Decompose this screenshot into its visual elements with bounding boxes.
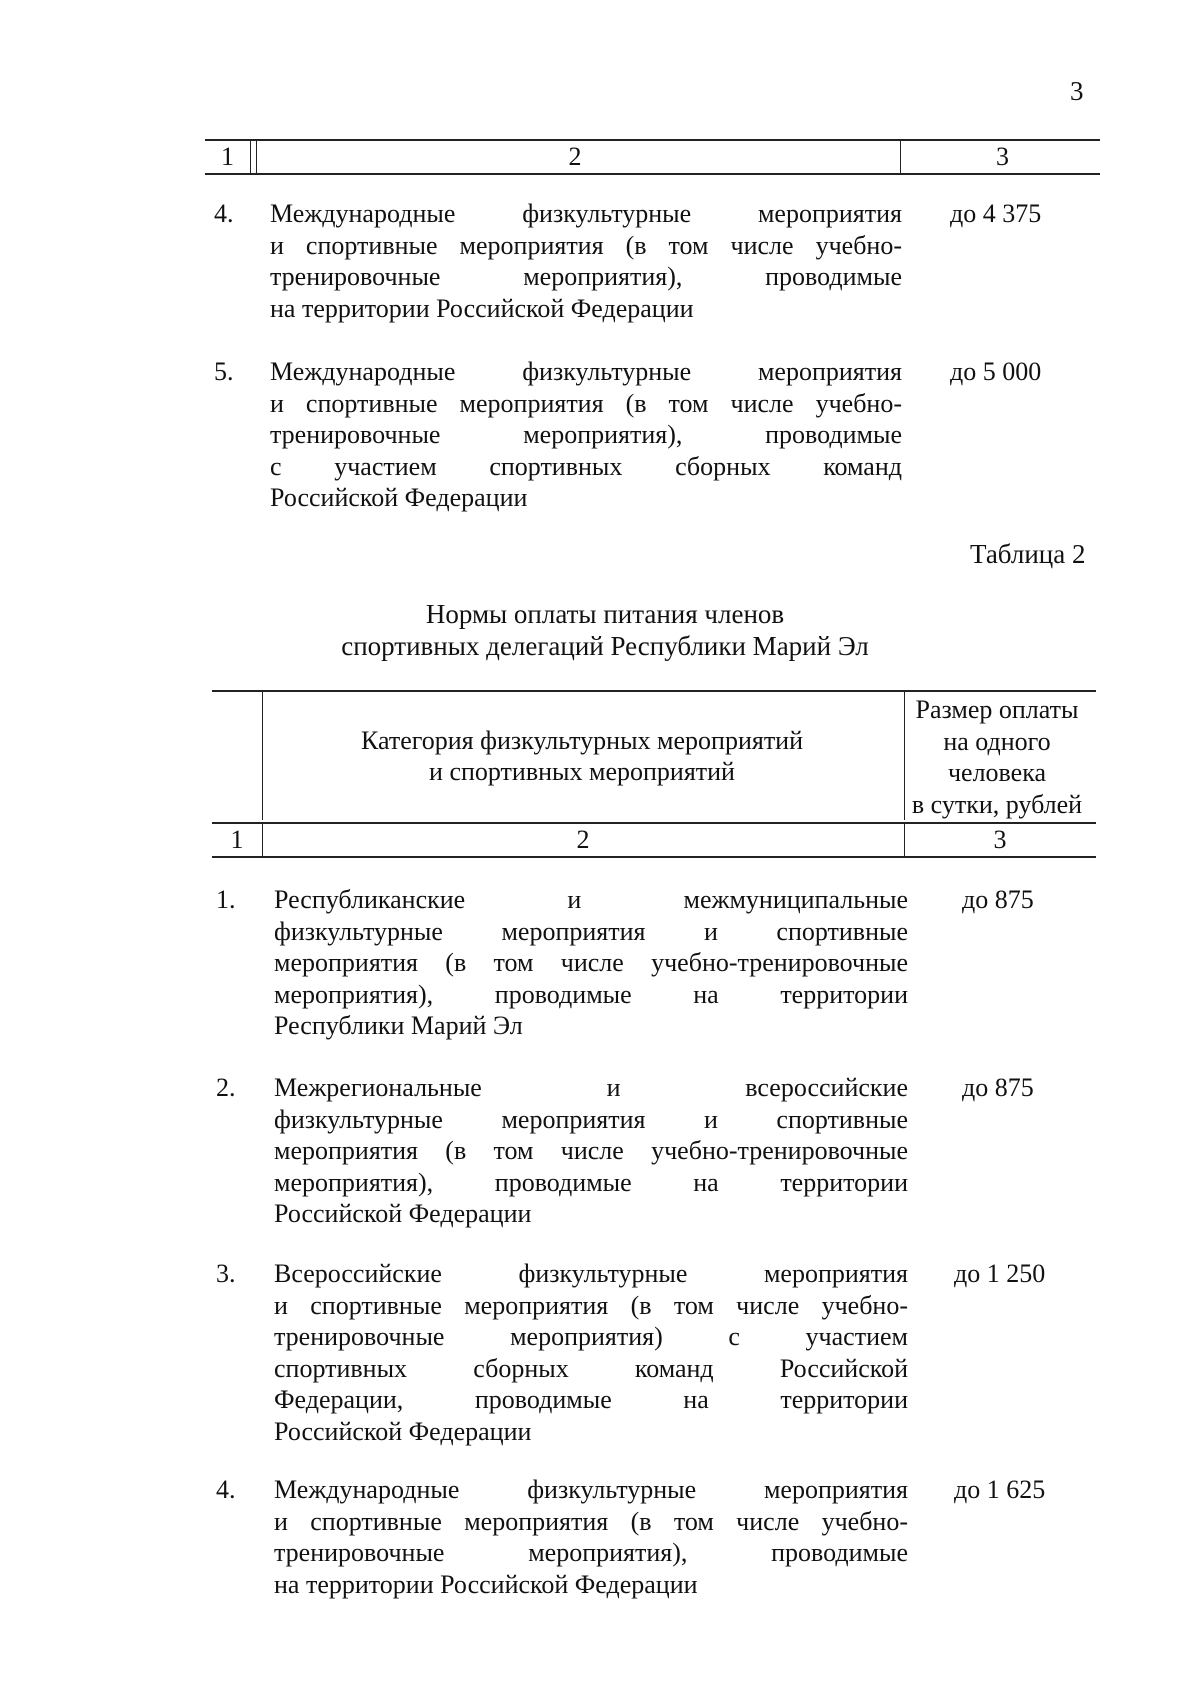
table1-divider-2 [900, 141, 901, 173]
table1-colnum-1: 1 [221, 142, 234, 171]
table2-colnum-2: 2 [576, 825, 590, 854]
table2-colnum-1: 1 [230, 825, 244, 854]
row-number: 3. [216, 1259, 236, 1288]
table2-divider-2 [904, 824, 905, 856]
row-value: до 1 625 [954, 1475, 1046, 1504]
row-value: до 875 [962, 885, 1034, 914]
table2-label: Таблица 2 [970, 539, 1086, 569]
table1-colnum-2: 2 [568, 142, 582, 171]
row-text: Всероссийские физкультурные мероприятия и спортивные мероприятия (в том числе учебно- тренировочные мероприятия) с участием спортивных сборных команд Российской Федерации, проводимые на территории Российской Федерации [274, 1259, 908, 1446]
row-text: Международные физкультурные мероприятия и спортивные мероприятия (в том числе учебно- тренировочные мероприятия), проводимые с участием спортивных сборных команд Российской Федерации [270, 357, 902, 512]
table2-header-category: Категория физкультурных мероприятий и спортивных мероприятий [360, 726, 804, 786]
row-text: Республиканские и межмуниципальные физкультурные мероприятия и спортивные мероприятия (в том числе учебно-тренировочные мероприятия), проводимые на территории Республики Марий Эл [274, 885, 908, 1040]
table2-row-2 [216, 1072, 1096, 1232]
table2-row-1 [216, 884, 1096, 1044]
table2-title: Нормы оплаты питания членов спортивных делегаций Республики Марий Эл [341, 599, 869, 661]
table1-row-4 [214, 198, 1094, 328]
row-value: до 1 250 [954, 1259, 1046, 1288]
page-number: 3 [1070, 76, 1084, 106]
row-number: 4. [216, 1475, 236, 1504]
row-number: 4. [214, 199, 234, 228]
row-text: Межрегиональные и всероссийские физкультурные мероприятия и спортивные мероприятия (в том числе учебно-тренировочные мероприятия), проводимые на территории Российской Федерации [274, 1073, 908, 1228]
row-value: до 4 375 [950, 199, 1042, 228]
row-value: до 5 000 [950, 357, 1042, 386]
table2-row-3 [216, 1258, 1096, 1450]
table2-divider-1 [262, 824, 263, 856]
row-number: 2. [216, 1073, 236, 1102]
row-text: Международные физкультурные мероприятия и спортивные мероприятия (в том числе учебно- тренировочные мероприятия), проводимые на территории Российской Федерации [270, 199, 902, 323]
row-number: 1. [216, 885, 236, 914]
table1-divider-1 [250, 141, 251, 173]
table1-column-numbers-row [205, 139, 1100, 175]
row-text: Международные физкультурные мероприятия и спортивные мероприятия (в том числе учебно- тренировочные мероприятия), проводимые на территории Российской Федерации [274, 1475, 908, 1599]
table1-row-5 [214, 356, 1094, 516]
row-value: до 875 [962, 1073, 1034, 1102]
table2-column-numbers-row [212, 822, 1096, 858]
table2-header-size: Размер оплаты на одного человека в сутки, рублей [911, 695, 1083, 819]
table1-divider-1b [256, 141, 257, 173]
table2-row-4 [216, 1474, 1096, 1604]
table1-colnum-3: 3 [996, 142, 1009, 171]
row-number: 5. [214, 357, 234, 386]
table2-colnum-3: 3 [993, 825, 1007, 854]
